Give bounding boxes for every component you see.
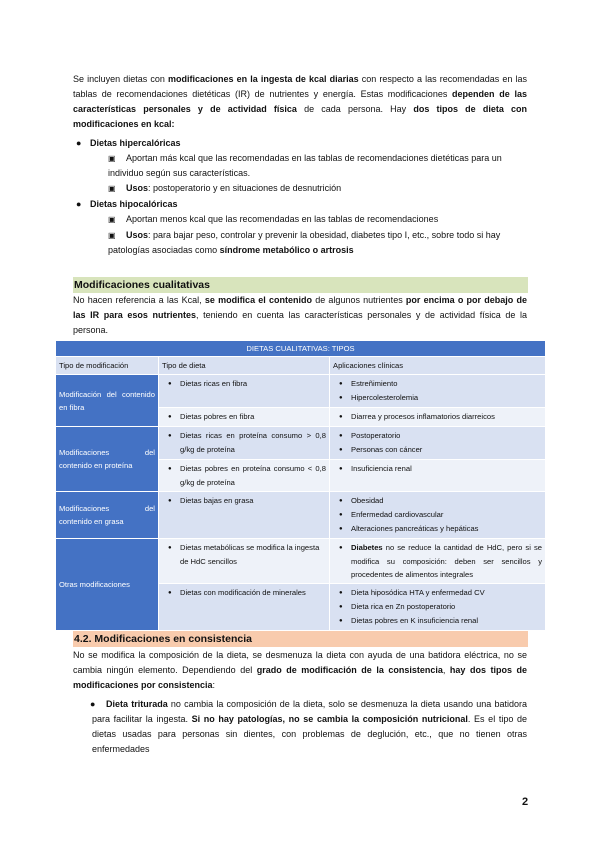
item-bold: Si no hay patologías, no se cambia la composición nutricional: [191, 714, 468, 724]
diet-cell: [159, 375, 330, 408]
item-bold: Dieta triturada: [106, 699, 168, 709]
sub-item-text: : postoperatorio y en situaciones de desnutrición: [148, 183, 342, 193]
list-item: ● Hipercolesterolemia: [333, 391, 542, 405]
table-caption: DIETAS CUALITATIVAS: TIPOS: [56, 341, 546, 357]
box-icon: ▣: [108, 231, 116, 240]
table-header-cell: Tipo de dieta: [159, 357, 330, 375]
bullet-hipercaloricas: [76, 136, 181, 150]
intro-text: de cada persona. Hay: [296, 104, 414, 114]
cual-text: No hacen referencia a las Kcal,: [73, 295, 205, 305]
list-item: ● Dieta hiposódica HTA y enfermedad CV: [333, 586, 542, 600]
box-icon: ▣: [108, 154, 116, 163]
bullet-dot-icon: ●: [76, 199, 82, 209]
table-row: [56, 539, 546, 584]
diet-cell: [159, 584, 330, 631]
row-label-otras: Otras modificaciones: [56, 539, 159, 631]
consist-bold: grado de modificación de la consistencia: [256, 665, 443, 675]
bullet-label: Dietas hipocalóricas: [90, 199, 178, 209]
list-item: ● Dietas metabólicas se modifica la ingesta de HdC sencillos: [162, 541, 326, 568]
item-text: no cambia la composición de la dieta, solo se desmenuza la dieta usando una batidora para facilitar la ingesta.: [92, 699, 527, 724]
box-icon: ▣: [108, 215, 116, 224]
list-item: ● Diarrea y procesos inflamatorios diarreicos: [333, 410, 542, 424]
sub-item-bold: Usos: [126, 230, 149, 240]
box-icon: ▣: [108, 184, 116, 193]
consist-text: ,: [442, 665, 450, 675]
sub-item: [108, 151, 528, 181]
intro-paragraph: [73, 72, 527, 132]
bullet-dot-icon: ●: [90, 699, 96, 709]
sub-item-bold: síndrome metabólico o artrosis: [219, 245, 354, 255]
sub-item: [108, 181, 528, 196]
dietas-cualitativas-table: [55, 340, 546, 631]
cualitativas-heading: Modificaciones cualitativas: [73, 277, 528, 293]
table-header-row: [56, 357, 546, 375]
intro-text: con respecto a las recomendadas en las tablas de recomendaciones dietéticas (IR) de nutrientes y energía. Estas modificaciones: [73, 74, 528, 99]
sub-item: [108, 212, 528, 227]
application-cell: [330, 427, 546, 460]
bullet-label: Dietas hipercalóricas: [90, 138, 181, 148]
page-number: 2: [522, 796, 529, 808]
list-item: ● Dietas pobres en K insuficiencia renal: [333, 614, 542, 628]
diet-cell: [159, 427, 330, 460]
list-item: ● Alteraciones pancreáticas y hepáticas: [333, 522, 542, 536]
list-item: ● Dietas ricas en proteína consumo > 0,8 g/kg de proteína: [162, 429, 326, 456]
row-label-proteina: Modificaciones del contenido en proteína: [56, 427, 159, 492]
sub-item: [108, 228, 528, 258]
list-item: ● Dietas pobres en proteína consumo < 0,8 g/kg de proteína: [162, 462, 326, 489]
application-cell: [330, 375, 546, 408]
intro-bold: modificaciones en la ingesta de kcal diarias: [167, 74, 359, 84]
application-cell: [330, 408, 546, 427]
dieta-triturada-item: [92, 697, 527, 757]
cualitativas-paragraph: [73, 293, 527, 338]
list-item: ● Insuficiencia renal: [333, 462, 542, 476]
row-label-fibra: Modificación del contenido en fibra: [56, 375, 159, 427]
intro-bold: dependen de las características personales y de actividad física: [73, 89, 527, 114]
intro-text: Se incluyen dietas con: [73, 74, 168, 84]
list-item: ● Personas con cáncer: [333, 443, 542, 457]
bullet-dot-icon: ●: [76, 138, 82, 148]
consist-text: No se modifica la composición de la dieta, se desmenuza la dieta con ayuda de una batidora eléctrica, no se cambia ningún elemento. Dependiendo del: [73, 650, 527, 675]
consistencia-paragraph: [73, 648, 527, 693]
cual-text: , teniendo en cuenta las características personales y de actividad física de la persona.: [73, 310, 527, 335]
list-item: ● Dietas pobres en fibra: [162, 410, 326, 424]
consist-bold: hay dos tipos de modificaciones por consistencia: [73, 665, 527, 690]
list-item: ● Estreñimiento: [333, 377, 542, 391]
sub-item-text: Aportan más kcal que las recomendadas en las tablas de recomendaciones dietéticas para un individuo según sus características.: [108, 153, 502, 178]
list-item-bold: Diabetes: [351, 543, 386, 552]
application-cell: [330, 460, 546, 492]
sub-item-text: Aportan menos kcal que las recomendadas en las tablas de recomendaciones: [126, 214, 439, 224]
list-item: ● Obesidad: [333, 494, 542, 508]
table-row: [56, 427, 546, 460]
diet-cell: [159, 408, 330, 427]
row-label-grasa: Modificaciones del contenido en grasa: [56, 492, 159, 539]
consist-text: :: [212, 680, 216, 690]
application-cell: [330, 492, 546, 539]
list-item: ● Dietas con modificación de minerales: [162, 586, 326, 600]
table-header-cell: Tipo de modificación: [56, 357, 159, 375]
table-header-cell: Aplicaciones clínicas: [330, 357, 546, 375]
table-row: [56, 375, 546, 408]
list-item-text: no se reduce la cantidad de HdC, pero si se modifica su composición: deben ser sencillos y procedentes de alimentos integrales: [351, 543, 542, 579]
list-item: [333, 541, 542, 581]
application-cell: [330, 584, 546, 631]
cual-bold: se modifica el contenido: [204, 295, 312, 305]
intro-bold: dos tipos de dieta con modificaciones en kcal:: [73, 104, 527, 129]
bullet-hipocaloricas: [76, 197, 178, 211]
list-item: ● Dieta rica en Zn postoperatorio: [333, 600, 542, 614]
diet-cell: [159, 492, 330, 539]
cual-bold: por encima o por debajo de las IR para esos nutrientes: [73, 295, 527, 320]
application-cell: [330, 539, 546, 584]
sub-item-text: : para bajar peso, controlar y prevenir la obesidad, diabetes tipo I, etc., sobre todo si hay patologías asociadas como: [108, 230, 501, 255]
list-item: ● Postoperatorio: [333, 429, 542, 443]
list-item: ● Enfermedad cardiovascular: [333, 508, 542, 522]
list-item: ● Dietas bajas en grasa: [162, 494, 326, 508]
consistencia-heading: 4.2. Modificaciones en consistencia: [73, 631, 528, 647]
item-text: . Es el tipo de dietas usadas para personas sin dientes, con problemas de deglución, etc., que no tienen otras enfermedades: [92, 714, 527, 754]
sub-item-bold: Usos: [126, 183, 149, 193]
table-row: [56, 492, 546, 539]
cual-text: de algunos nutrientes: [312, 295, 406, 305]
diet-cell: [159, 460, 330, 492]
diet-cell: [159, 539, 330, 584]
list-item: ● Dietas ricas en fibra: [162, 377, 326, 391]
